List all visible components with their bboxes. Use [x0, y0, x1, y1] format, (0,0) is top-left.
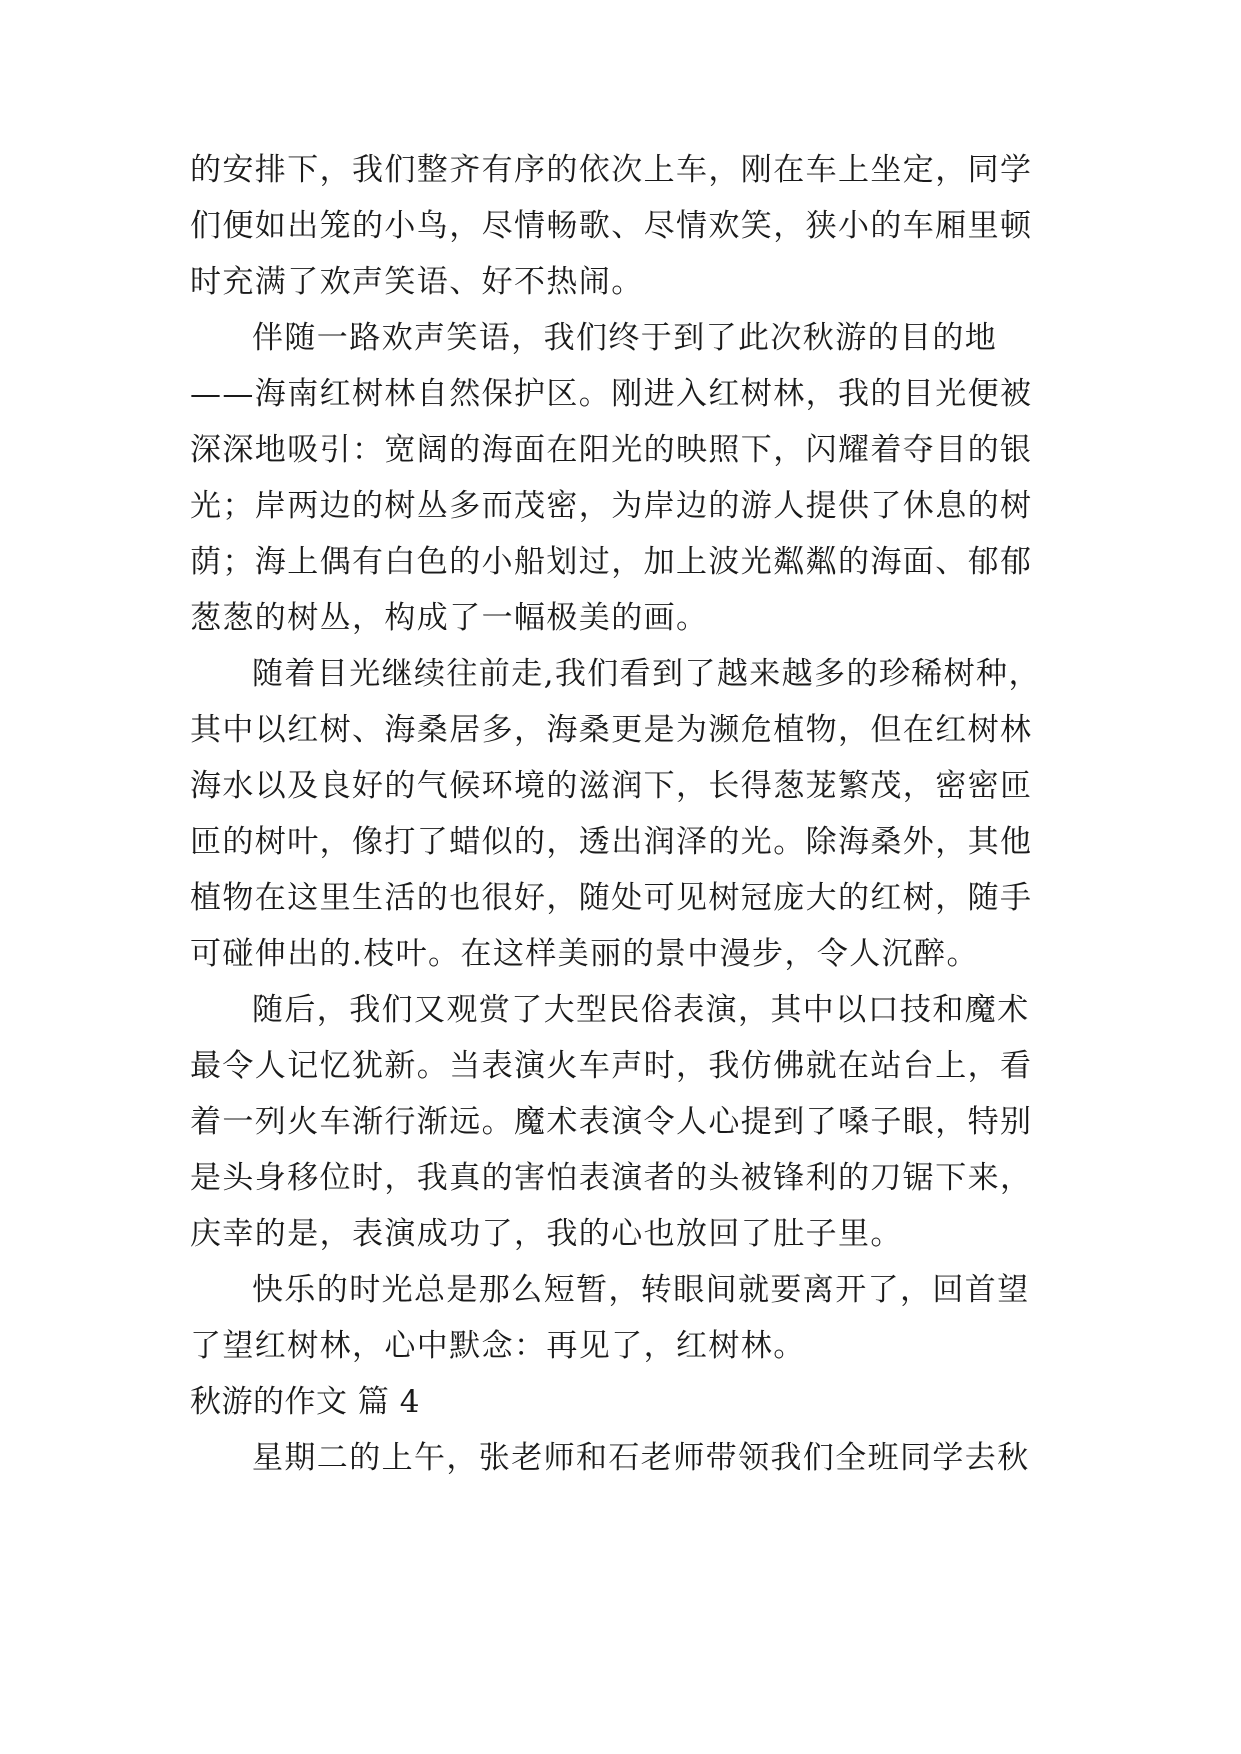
paragraph-line: 随后，我们又观赏了大型民俗表演，其中以口技和魔术 — [252, 992, 1030, 1028]
paragraph-line: 可碰伸出的.枝叶。在这样美丽的景中漫步，令人沉醉。 — [190, 936, 979, 972]
paragraph-line: 的安排下，我们整齐有序的依次上车，刚在车上坐定，同学 — [190, 152, 1033, 188]
paragraph-line: 其中以红树、海桑居多，海桑更是为濒危植物，但在红树林 — [190, 712, 1033, 748]
paragraph-line: 着一列火车渐行渐远。魔术表演令人心提到了嗓子眼，特别 — [190, 1104, 1033, 1140]
paragraph-line: 匝的树叶，像打了蜡似的，透出润泽的光。除海桑外，其他 — [190, 824, 1033, 860]
paragraph-line: 了望红树林，心中默念：再见了，红树林。 — [190, 1328, 806, 1364]
paragraph-line: ——海南红树林自然保护区。刚进入红树林，我的目光便被 — [190, 376, 1033, 412]
paragraph-line: 庆幸的是，表演成功了，我的心也放回了肚子里。 — [190, 1216, 903, 1252]
paragraph-line: 快乐的时光总是那么短暂，转眼间就要离开了，回首望 — [252, 1272, 1030, 1308]
paragraph-line: 植物在这里生活的也很好，随处可见树冠庞大的红树，随手 — [190, 880, 1033, 916]
paragraph-line: 荫；海上偶有白色的小船划过，加上波光粼粼的海面、郁郁 — [190, 544, 1033, 580]
paragraph-line: 最令人记忆犹新。当表演火车声时，我仿佛就在站台上，看 — [190, 1048, 1033, 1084]
paragraph-line: 随着目光继续往前走,我们看到了越来越多的珍稀树种， — [252, 656, 1041, 692]
paragraph-line: 光；岸两边的树丛多而茂密，为岸边的游人提供了休息的树 — [190, 488, 1033, 524]
paragraph-line: 是头身移位时，我真的害怕表演者的头被锋利的刀锯下来， — [190, 1160, 1033, 1196]
paragraph-line: 深深地吸引：宽阔的海面在阳光的映照下，闪耀着夺目的银 — [190, 432, 1033, 468]
paragraph-line: 星期二的上午，张老师和石老师带领我们全班同学去秋 — [252, 1440, 1030, 1476]
paragraph-line: 葱葱的树丛，构成了一幅极美的画。 — [190, 600, 709, 636]
paragraph-line: 伴随一路欢声笑语，我们终于到了此次秋游的目的地 — [252, 320, 998, 356]
section-heading: 秋游的作文 篇 4 — [190, 1384, 420, 1420]
paragraph-line: 时充满了欢声笑语、好不热闹。 — [190, 264, 644, 300]
paragraph-line: 海水以及良好的气候环境的滋润下，长得葱茏繁茂，密密匝 — [190, 768, 1033, 804]
paragraph-line: 们便如出笼的小鸟，尽情畅歌、尽情欢笑，狭小的车厢里顿 — [190, 208, 1033, 244]
